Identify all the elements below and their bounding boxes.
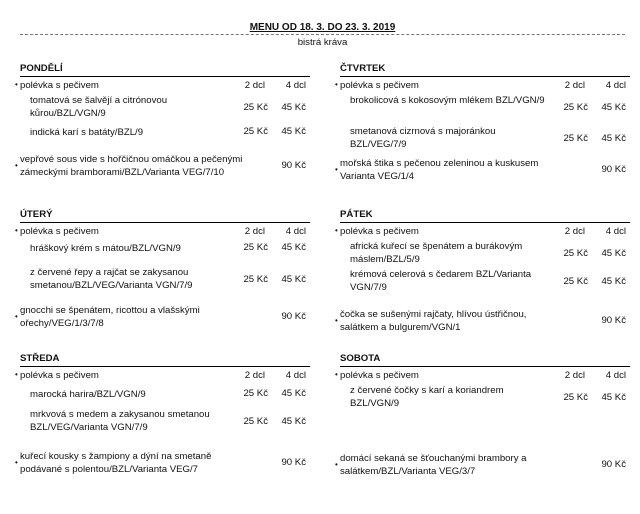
size-4dcl-label: 4 dcl [605,80,626,91]
main-dish-name: domácí sekaná se šťouchanými brambory a salátkem/BZL/Varianta VEG/3/7 [340,453,527,477]
day-title: STŘEDA [20,353,60,364]
soup-price-4dcl: 45 Kč [601,248,626,259]
day-divider [20,366,310,367]
soup-item [340,125,630,152]
day-title: PÁTEK [340,209,373,220]
soup-price-2dcl: 25 Kč [563,133,588,144]
bullet-icon: • [15,226,18,235]
soup-header-row [15,370,310,388]
soup-item [20,94,310,122]
main-dish-name: kuřecí kousky s žampiony a dýní na smetaně podávané s polentou/BZL/Varianta VEG/7 [20,451,212,475]
soup-header-label: polévka s pečivem [20,370,99,381]
soup-name: tomatová se šalvějí a citrónovou kůrou/BZL/VGN/9 [30,95,168,119]
soup-name: smetanová cizrnová s majoránkou BZL/VEG/7/9 [350,126,496,150]
soup-price-4dcl: 45 Kč [281,242,306,253]
day-title: SOBOTA [340,353,381,364]
size-2dcl-label: 2 dcl [244,370,265,381]
soup-name: z červené čočky s karí a koriandrem BZL/VGN/9 [350,385,504,409]
soup-price-2dcl: 25 Kč [243,102,268,113]
main-dish-row [335,452,630,480]
main-dish-name: vepřové sous vide s hořčičnou omáčkou a pečenými zámeckými bramborami/BZL/Varianta VEG/7/10 [20,154,243,178]
bullet-icon: • [335,316,338,325]
day-section-friday [335,209,630,359]
soup-item [20,388,310,408]
main-dish-price: 90 Kč [601,459,626,470]
soup-price-2dcl: 25 Kč [243,388,268,399]
main-dish-name: mořská štika s pečenou zeleninou a kuskusem Varianta VEG/1/4 [340,158,539,182]
main-dish-price: 90 Kč [281,457,306,468]
soup-item [20,408,310,438]
soup-header-label: polévka s pečivem [20,80,99,91]
size-4dcl-label: 4 dcl [605,370,626,381]
size-2dcl-label: 2 dcl [564,80,585,91]
soup-price-2dcl: 25 Kč [563,248,588,259]
soup-name: z červené řepy a rajčat se zakysanou smetanou/BZL/VEG/Varianta VGN/7/9 [30,267,193,291]
soup-item [340,94,630,122]
main-dish-row [335,157,630,185]
day-divider [340,222,630,223]
day-divider [20,76,310,77]
menu-title: MENU OD 18. 3. DO 23. 3. 2019 [249,22,396,33]
day-divider [340,366,630,367]
size-4dcl-label: 4 dcl [285,80,306,91]
soup-header-row [15,226,310,242]
bullet-icon: • [335,80,338,89]
soup-header-label: polévka s pečivem [340,80,419,91]
soup-price-4dcl: 45 Kč [281,388,306,399]
soup-header-label: polévka s pečivem [20,226,99,237]
bullet-icon: • [15,458,18,467]
soup-price-4dcl: 45 Kč [601,276,626,287]
soup-item [340,240,630,268]
day-section-saturday [335,353,630,503]
soup-price-2dcl: 25 Kč [563,102,588,113]
day-section-wednesday [15,353,310,503]
main-dish-row [15,304,310,332]
bullet-icon: • [15,80,18,89]
soup-price-2dcl: 25 Kč [563,392,588,403]
bullet-icon: • [335,165,338,174]
soup-price-4dcl: 45 Kč [281,416,306,427]
soup-header-row [335,226,630,240]
soup-price-2dcl: 25 Kč [243,416,268,427]
bullet-icon: • [335,370,338,379]
soup-name: africká kuřecí se špenátem a burákovým máslem/BZL/5/9 [350,241,523,265]
bullet-icon: • [335,226,338,235]
soup-header-row [335,80,630,94]
soup-price-4dcl: 45 Kč [601,133,626,144]
soup-price-4dcl: 45 Kč [281,274,306,285]
soup-name: indická karí s batáty/BZL/9 [30,127,144,138]
soup-header-row [15,80,310,94]
soup-item [20,242,310,266]
soup-item [20,266,310,296]
soup-price-4dcl: 45 Kč [281,126,306,137]
bullet-icon: • [15,161,18,170]
main-dish-price: 90 Kč [281,160,306,171]
bullet-icon: • [15,312,18,321]
main-dish-price: 90 Kč [601,164,626,175]
soup-price-2dcl: 25 Kč [243,242,268,253]
size-2dcl-label: 2 dcl [244,226,265,237]
soup-header-label: polévka s pečivem [340,226,419,237]
day-divider [340,76,630,77]
bullet-icon: • [15,370,18,379]
main-dish-row [335,308,630,336]
size-4dcl-label: 4 dcl [285,370,306,381]
soup-name: mrkvová s medem a zakysanou smetanou BZL/VEG/Varianta VGN/7/9 [30,409,210,433]
main-dish-name: gnocchi se špenátem, ricottou a vlašskými ořechy/VEG/1/3/7/8 [20,305,200,329]
day-title: PONDĚLÍ [20,63,63,74]
soup-header-label: polévka s pečivem [340,370,419,381]
size-2dcl-label: 2 dcl [244,80,265,91]
size-2dcl-label: 2 dcl [564,370,585,381]
day-section-thursday [335,63,630,213]
soup-item [20,126,310,153]
size-2dcl-label: 2 dcl [564,226,585,237]
soup-price-4dcl: 45 Kč [601,392,626,403]
size-4dcl-label: 4 dcl [605,226,626,237]
soup-item [340,268,630,298]
size-4dcl-label: 4 dcl [285,226,306,237]
restaurant-name: bistrá kráva [297,37,348,48]
day-section-monday [15,63,310,213]
day-title: ÚTERÝ [20,209,53,220]
soup-price-4dcl: 45 Kč [601,102,626,113]
main-dish-price: 90 Kč [281,311,306,322]
day-section-tuesday [15,209,310,359]
soup-header-row [335,370,630,384]
main-dish-row [15,450,310,478]
soup-price-4dcl: 45 Kč [281,102,306,113]
day-title: ČTVRTEK [340,63,386,74]
main-dish-price: 90 Kč [601,315,626,326]
bullet-icon: • [335,460,338,469]
soup-name: marocká harira/BZL/VGN/9 [30,389,146,400]
soup-price-2dcl: 25 Kč [563,276,588,287]
soup-item [340,384,630,412]
header-divider [20,34,625,35]
soup-price-2dcl: 25 Kč [243,274,268,285]
menu-header [20,22,625,48]
main-dish-name: čočka se sušenými rajčaty, hlívou ústřičnou, salátkem a bulgurem/VGN/1 [340,309,527,333]
soup-name: hráškový krém s mátou/BZL/VGN/9 [30,243,181,254]
main-dish-row [15,153,310,181]
day-divider [20,222,310,223]
soup-price-2dcl: 25 Kč [243,126,268,137]
soup-name: brokolicová s kokosovým mlékem BZL/VGN/9 [350,95,545,106]
soup-name: krémová celerová s čedarem BZL/Varianta VGN/7/9 [350,269,532,293]
